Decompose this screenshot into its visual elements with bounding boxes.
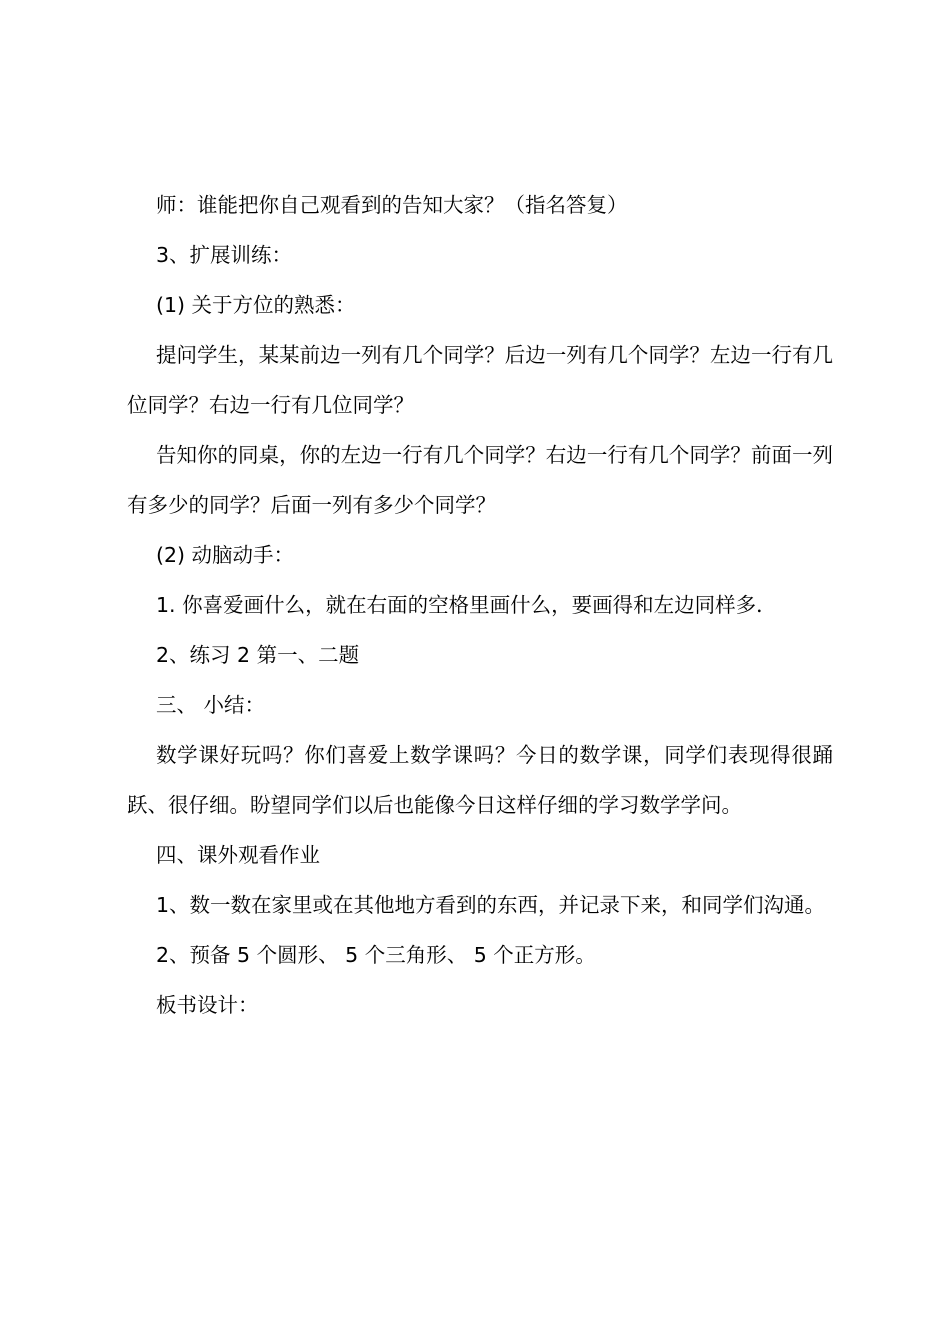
paragraph-homework-heading: 四、课外观看作业 xyxy=(156,843,320,867)
document-body xyxy=(127,180,833,1030)
paragraph-summary-heading: 三、 小结： xyxy=(156,693,266,717)
paragraph-board-design: 板书设计： xyxy=(156,993,259,1017)
paragraph-teacher-question: 师：谁能把你自己观看到的告知大家？（指名答复） xyxy=(156,193,628,217)
paragraph-extension-training: 3、扩展训练： xyxy=(156,243,293,267)
paragraph-direction-questions: 提问学生，某某前边一列有几个同学？后边一列有几个同学？左边一行有几位同学？右边一行有几位同学？ xyxy=(127,343,833,417)
paragraph-homework-shapes: 2、预备 5 个圆形、 5 个三角形、 5 个正方形。 xyxy=(156,943,596,967)
paragraph-exercise-2: 2、练习 2 第一、二题 xyxy=(156,643,360,667)
paragraph-summary-text: 数学课好玩吗？你们喜爱上数学课吗？今日的数学课，同学们表现得很踊跃、很仔细。盼望同学们以后也能像今日这样仔细的学习数学学问。 xyxy=(127,743,833,817)
paragraph-drawing-task: 1. 你喜爱画什么，就在右面的空格里画什么，要画得和左边同样多． xyxy=(156,593,777,617)
paragraph-homework-count: 1、数一数在家里或在其他地方看到的东西，并记录下来，和同学们沟通。 xyxy=(156,893,826,917)
paragraph-direction-heading: (1) 关于方位的熟悉： xyxy=(156,293,356,317)
paragraph-hands-on-heading: (2) 动脑动手： xyxy=(156,543,295,567)
paragraph-deskmate-questions: 告知你的同桌，你的左边一行有几个同学？右边一行有几个同学？前面一列有多少的同学？后面一列有多少个同学？ xyxy=(127,443,833,517)
